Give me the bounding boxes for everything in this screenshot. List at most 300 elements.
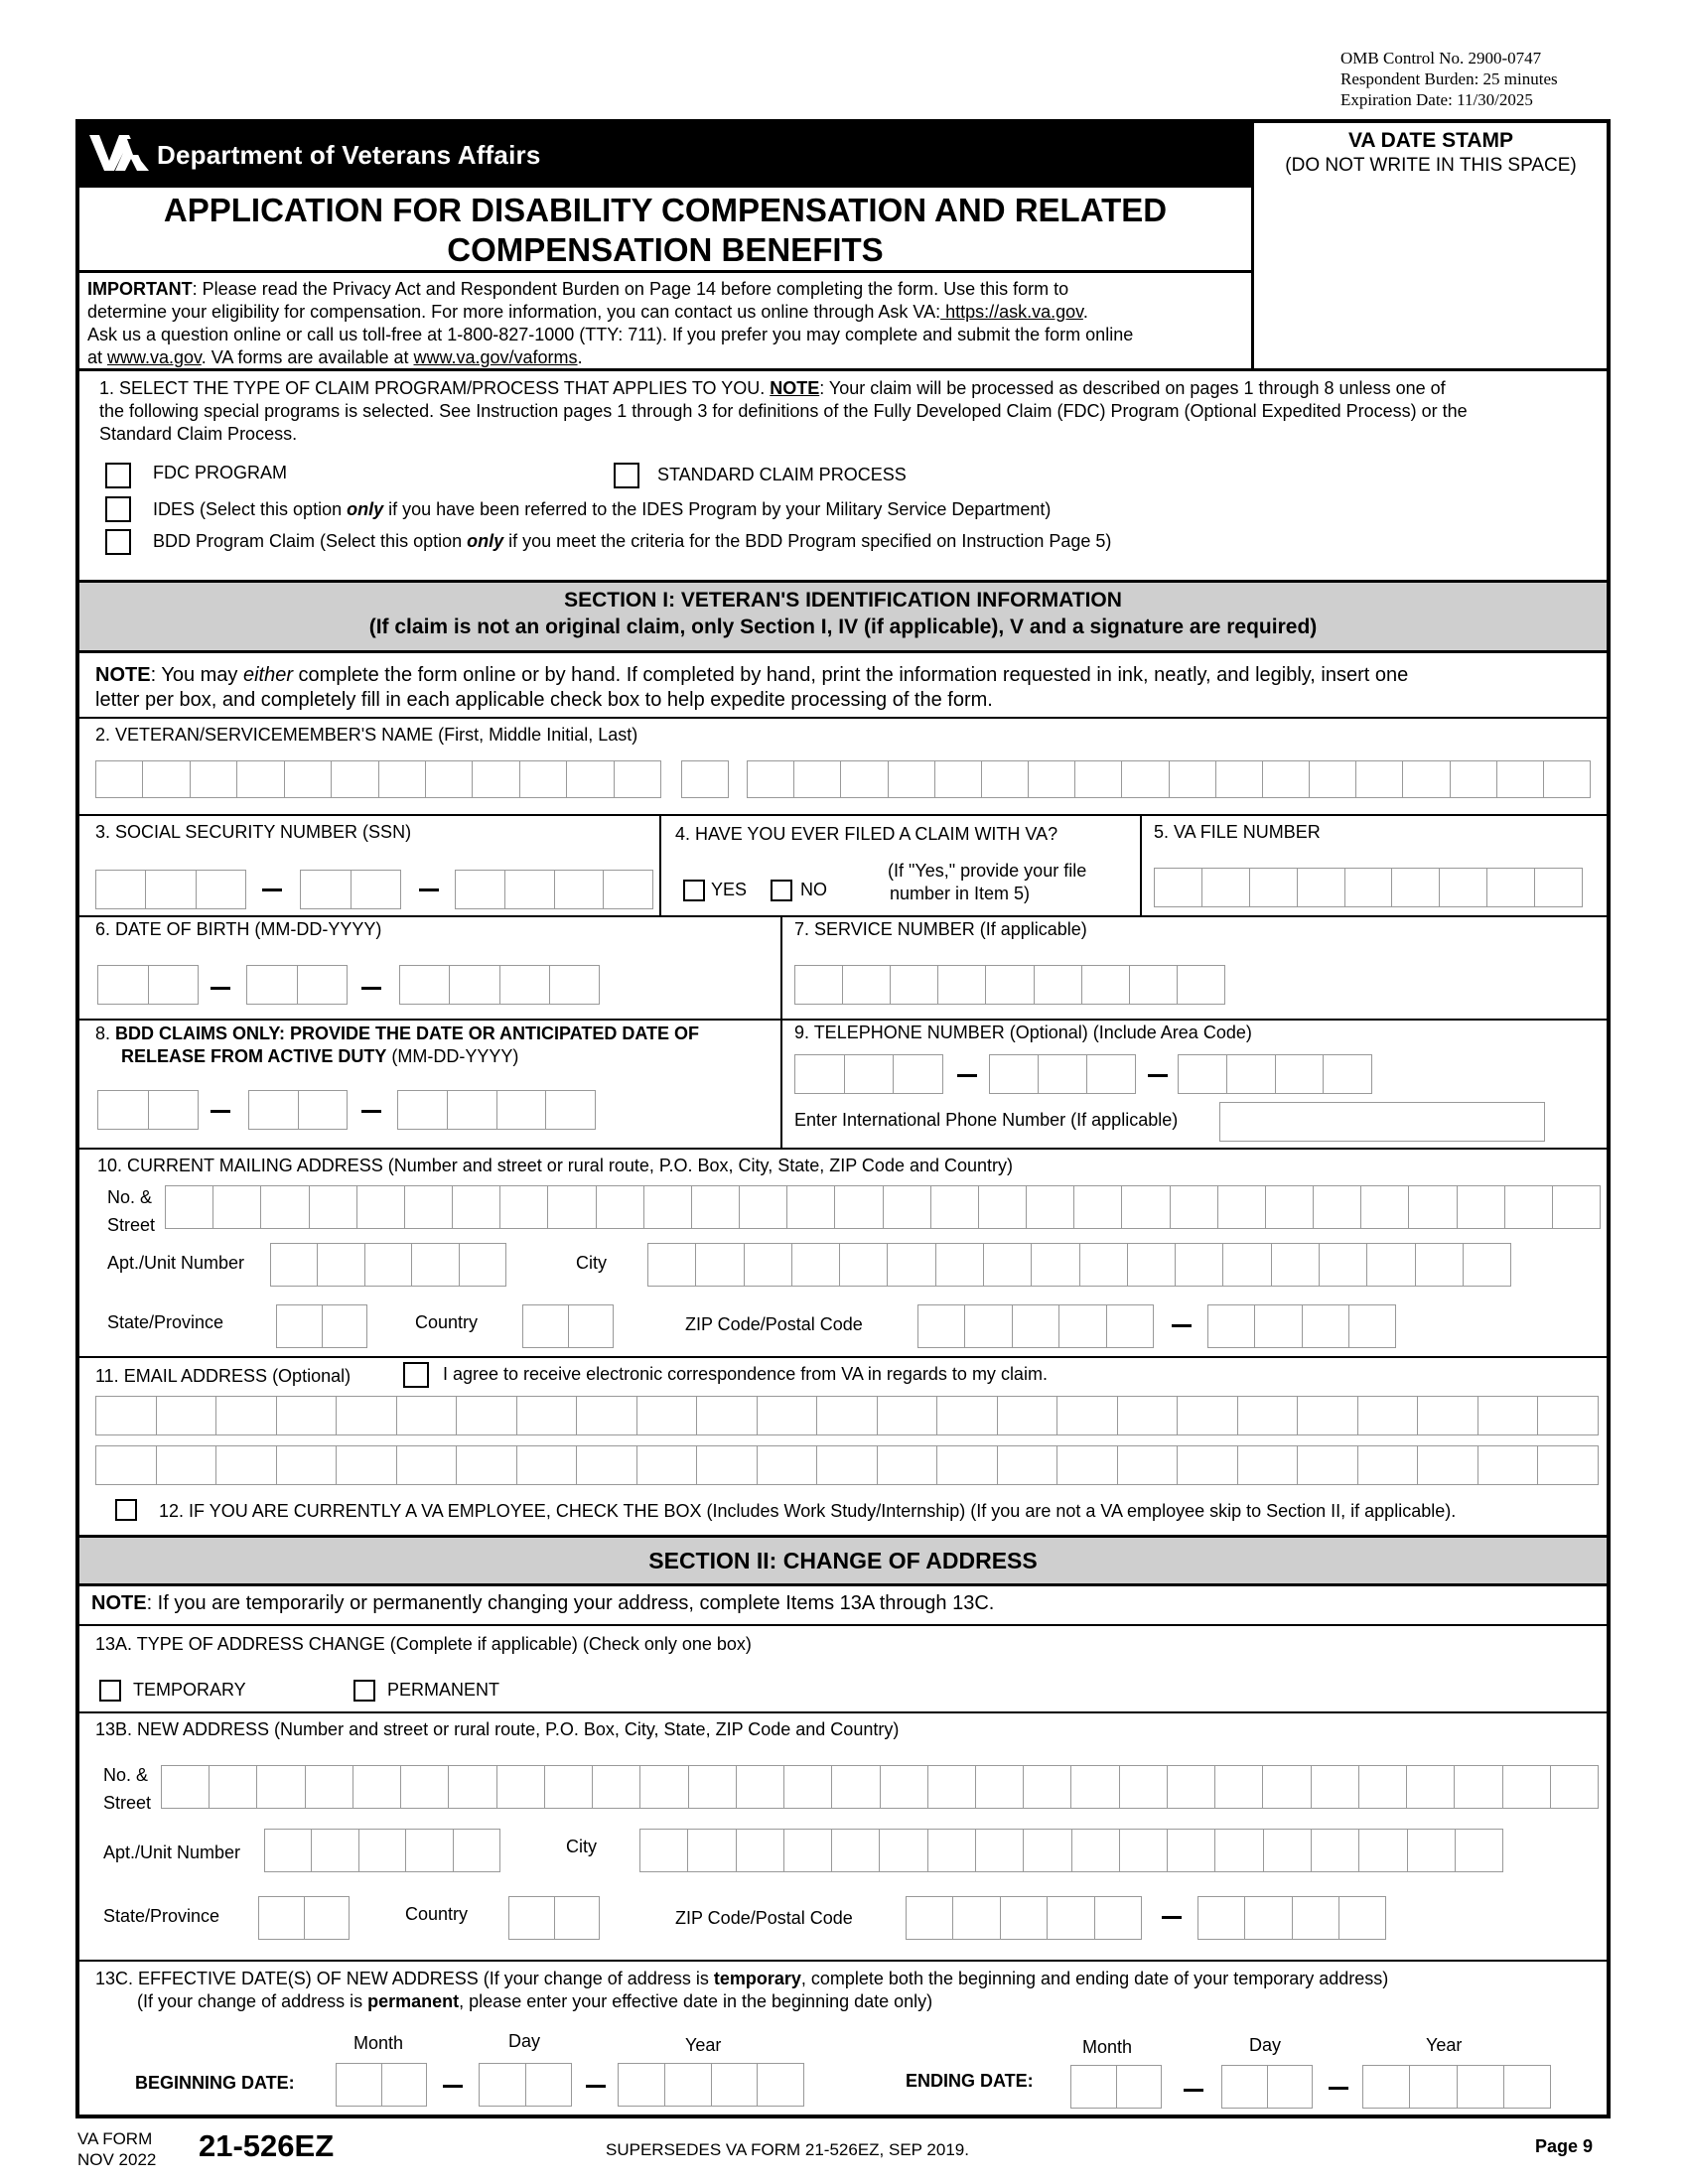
character-box[interactable] <box>379 761 426 797</box>
character-box[interactable] <box>1339 1897 1385 1939</box>
character-box[interactable] <box>1503 1766 1551 1808</box>
character-box[interactable] <box>1392 869 1440 906</box>
character-box[interactable] <box>597 1186 644 1228</box>
character-box[interactable] <box>365 1244 412 1286</box>
email-line1-input[interactable] <box>95 1396 1599 1435</box>
character-box[interactable] <box>520 761 567 797</box>
character-box[interactable] <box>1264 1830 1312 1871</box>
character-box[interactable] <box>457 1446 517 1484</box>
ssn-part3-input[interactable] <box>455 870 653 909</box>
character-box[interactable] <box>817 1446 878 1484</box>
character-box[interactable] <box>216 1397 277 1434</box>
phone-prefix-input[interactable] <box>989 1054 1136 1094</box>
character-box[interactable] <box>1349 1305 1395 1347</box>
character-box[interactable] <box>1551 1766 1598 1808</box>
character-box[interactable] <box>1128 1244 1176 1286</box>
character-box[interactable] <box>259 1897 305 1939</box>
character-box[interactable] <box>688 1830 736 1871</box>
character-box[interactable] <box>1266 1186 1314 1228</box>
intl-phone-input[interactable] <box>1219 1102 1545 1142</box>
permanent-checkbox[interactable] <box>353 1680 375 1702</box>
character-box[interactable] <box>938 966 986 1004</box>
character-box[interactable] <box>1179 1055 1227 1093</box>
phone-line-input[interactable] <box>1178 1054 1372 1094</box>
filed-claim-no-checkbox[interactable] <box>771 880 792 901</box>
character-box[interactable] <box>1358 1397 1419 1434</box>
character-box[interactable] <box>306 1766 353 1808</box>
character-box[interactable] <box>555 871 605 908</box>
character-box[interactable] <box>1263 1766 1311 1808</box>
end-year-input[interactable] <box>1362 2065 1551 2109</box>
character-box[interactable] <box>928 1766 976 1808</box>
new-apt-input[interactable] <box>264 1829 500 1872</box>
character-box[interactable] <box>213 1186 261 1228</box>
character-box[interactable] <box>247 966 298 1004</box>
dob-month-input[interactable] <box>97 965 199 1005</box>
character-box[interactable] <box>382 2064 427 2106</box>
character-box[interactable] <box>517 1397 578 1434</box>
middle-initial-input[interactable] <box>681 760 729 798</box>
character-box[interactable] <box>615 761 660 797</box>
character-box[interactable] <box>1455 1766 1502 1808</box>
character-box[interactable] <box>1456 1830 1502 1871</box>
character-box[interactable] <box>1312 1766 1359 1808</box>
character-box[interactable] <box>986 966 1034 1004</box>
release-year-input[interactable] <box>397 1090 596 1130</box>
character-box[interactable] <box>937 1397 998 1434</box>
character-box[interactable] <box>312 1830 358 1871</box>
character-box[interactable] <box>277 1397 338 1434</box>
character-box[interactable] <box>1538 1397 1598 1434</box>
service-number-input[interactable] <box>794 965 1225 1005</box>
character-box[interactable] <box>689 1766 737 1808</box>
character-box[interactable] <box>1418 1397 1478 1434</box>
character-box[interactable] <box>497 1766 545 1808</box>
mailing-zip-ext-input[interactable] <box>1207 1304 1396 1348</box>
character-box[interactable] <box>1171 1186 1218 1228</box>
character-box[interactable] <box>604 871 652 908</box>
character-box[interactable] <box>1001 1897 1048 1939</box>
character-box[interactable] <box>337 2064 382 2106</box>
character-box[interactable] <box>1080 1244 1128 1286</box>
character-box[interactable] <box>457 1397 517 1434</box>
character-box[interactable] <box>473 761 519 797</box>
character-box[interactable] <box>1538 1446 1598 1484</box>
character-box[interactable] <box>889 761 935 797</box>
character-box[interactable] <box>197 871 245 908</box>
character-box[interactable] <box>1359 1830 1407 1871</box>
character-box[interactable] <box>1120 1766 1168 1808</box>
character-box[interactable] <box>555 1897 600 1939</box>
character-box[interactable] <box>817 1397 878 1434</box>
character-box[interactable] <box>758 1397 818 1434</box>
character-box[interactable] <box>1176 1244 1223 1286</box>
character-box[interactable] <box>878 1446 938 1484</box>
character-box[interactable] <box>398 1091 448 1129</box>
new-state-input[interactable] <box>258 1896 350 1940</box>
new-zip-ext-input[interactable] <box>1197 1896 1386 1940</box>
character-box[interactable] <box>1478 1446 1539 1484</box>
character-box[interactable] <box>937 1446 998 1484</box>
mailing-zip-input[interactable] <box>917 1304 1154 1348</box>
character-box[interactable] <box>1458 2066 1504 2108</box>
character-box[interactable] <box>450 966 499 1004</box>
character-box[interactable] <box>216 1446 277 1484</box>
character-box[interactable] <box>1035 966 1082 1004</box>
character-box[interactable] <box>1155 869 1202 906</box>
character-box[interactable] <box>982 761 1029 797</box>
character-box[interactable] <box>301 871 352 908</box>
character-box[interactable] <box>523 1305 569 1347</box>
character-box[interactable] <box>1227 1055 1276 1093</box>
character-box[interactable] <box>249 1091 299 1129</box>
character-box[interactable] <box>426 761 473 797</box>
character-box[interactable] <box>1223 1244 1271 1286</box>
email-line2-input[interactable] <box>95 1445 1599 1485</box>
character-box[interactable] <box>577 1397 637 1434</box>
ssn-part2-input[interactable] <box>300 870 401 909</box>
character-box[interactable] <box>449 1766 496 1808</box>
character-box[interactable] <box>318 1244 364 1286</box>
ssn-part1-input[interactable] <box>95 870 246 909</box>
character-box[interactable] <box>98 1091 149 1129</box>
character-box[interactable] <box>918 1305 965 1347</box>
character-box[interactable] <box>998 1397 1058 1434</box>
character-box[interactable] <box>500 1186 548 1228</box>
character-box[interactable] <box>843 966 891 1004</box>
character-box[interactable] <box>692 1186 740 1228</box>
character-box[interactable] <box>406 1830 453 1871</box>
character-box[interactable] <box>1255 1305 1302 1347</box>
character-box[interactable] <box>1075 761 1122 797</box>
character-box[interactable] <box>497 1091 547 1129</box>
new-zip-input[interactable] <box>906 1896 1142 1940</box>
character-box[interactable] <box>1178 966 1224 1004</box>
character-box[interactable] <box>1272 1244 1320 1286</box>
character-box[interactable] <box>305 1897 350 1939</box>
character-box[interactable] <box>737 1766 784 1808</box>
character-box[interactable] <box>1409 1186 1457 1228</box>
character-box[interactable] <box>337 1397 397 1434</box>
character-box[interactable] <box>697 1397 758 1434</box>
character-box[interactable] <box>96 761 143 797</box>
character-box[interactable] <box>1238 1446 1299 1484</box>
character-box[interactable] <box>840 1244 888 1286</box>
character-box[interactable] <box>965 1305 1012 1347</box>
character-box[interactable] <box>794 761 841 797</box>
character-box[interactable] <box>310 1186 357 1228</box>
character-box[interactable] <box>166 1186 213 1228</box>
character-box[interactable] <box>453 1186 500 1228</box>
character-box[interactable] <box>1059 1305 1106 1347</box>
character-box[interactable] <box>261 1186 309 1228</box>
character-box[interactable] <box>1487 869 1535 906</box>
character-box[interactable] <box>412 1244 459 1286</box>
character-box[interactable] <box>1130 966 1178 1004</box>
mailing-city-input[interactable] <box>647 1243 1511 1287</box>
character-box[interactable] <box>191 761 237 797</box>
va-file-number-input[interactable] <box>1154 868 1583 907</box>
character-box[interactable] <box>509 1897 555 1939</box>
electronic-correspondence-checkbox[interactable] <box>403 1362 429 1388</box>
character-box[interactable] <box>567 761 614 797</box>
character-box[interactable] <box>1208 1305 1255 1347</box>
character-box[interactable] <box>405 1186 453 1228</box>
character-box[interactable] <box>640 1830 688 1871</box>
character-box[interactable] <box>1416 1244 1464 1286</box>
character-box[interactable] <box>935 761 982 797</box>
character-box[interactable] <box>1276 1055 1325 1093</box>
character-box[interactable] <box>162 1766 210 1808</box>
character-box[interactable] <box>1215 1766 1263 1808</box>
character-box[interactable] <box>1095 1897 1141 1939</box>
character-box[interactable] <box>1544 761 1590 797</box>
last-name-input[interactable] <box>747 760 1591 798</box>
character-box[interactable] <box>1178 1446 1238 1484</box>
character-box[interactable] <box>712 2064 759 2106</box>
mailing-country-input[interactable] <box>522 1304 614 1348</box>
character-box[interactable] <box>359 1830 406 1871</box>
character-box[interactable] <box>1478 1397 1539 1434</box>
mailing-state-input[interactable] <box>276 1304 367 1348</box>
character-box[interactable] <box>285 761 332 797</box>
character-box[interactable] <box>149 966 199 1004</box>
character-box[interactable] <box>1535 869 1582 906</box>
character-box[interactable] <box>526 2064 572 2106</box>
character-box[interactable] <box>1039 1055 1087 1093</box>
ides-checkbox[interactable] <box>105 496 131 522</box>
character-box[interactable] <box>546 1091 595 1129</box>
character-box[interactable] <box>928 1830 976 1871</box>
character-box[interactable] <box>1122 1186 1170 1228</box>
character-box[interactable] <box>143 761 190 797</box>
character-box[interactable] <box>1107 1305 1153 1347</box>
character-box[interactable] <box>648 1244 696 1286</box>
character-box[interactable] <box>593 1766 640 1808</box>
character-box[interactable] <box>332 761 378 797</box>
character-box[interactable] <box>891 966 938 1004</box>
va-forms-link[interactable]: www.va.gov/vaforms <box>413 347 578 367</box>
character-box[interactable] <box>1071 1766 1119 1808</box>
character-box[interactable] <box>696 1244 744 1286</box>
character-box[interactable] <box>1178 1397 1238 1434</box>
release-day-input[interactable] <box>248 1090 348 1130</box>
begin-month-input[interactable] <box>336 2063 427 2107</box>
character-box[interactable] <box>1451 761 1497 797</box>
character-box[interactable] <box>400 966 450 1004</box>
character-box[interactable] <box>1024 1766 1071 1808</box>
character-box[interactable] <box>795 966 843 1004</box>
character-box[interactable] <box>748 761 794 797</box>
character-box[interactable] <box>637 1446 698 1484</box>
character-box[interactable] <box>784 1766 832 1808</box>
character-box[interactable] <box>787 1186 835 1228</box>
release-month-input[interactable] <box>97 1090 199 1130</box>
character-box[interactable] <box>577 1446 637 1484</box>
character-box[interactable] <box>545 1766 593 1808</box>
dob-day-input[interactable] <box>246 965 348 1005</box>
character-box[interactable] <box>1553 1186 1600 1228</box>
character-box[interactable] <box>1118 1397 1179 1434</box>
temporary-checkbox[interactable] <box>99 1680 121 1702</box>
character-box[interactable] <box>1312 1830 1359 1871</box>
character-box[interactable] <box>1029 761 1075 797</box>
character-box[interactable] <box>1222 2066 1268 2108</box>
character-box[interactable] <box>454 1830 499 1871</box>
character-box[interactable] <box>979 1186 1027 1228</box>
character-box[interactable] <box>1117 2066 1162 2108</box>
character-box[interactable] <box>976 1766 1024 1808</box>
character-box[interactable] <box>894 1055 942 1093</box>
character-box[interactable] <box>682 761 728 797</box>
character-box[interactable] <box>984 1244 1032 1286</box>
character-box[interactable] <box>1215 1830 1263 1871</box>
character-box[interactable] <box>1363 2066 1410 2108</box>
character-box[interactable] <box>1122 761 1169 797</box>
character-box[interactable] <box>1013 1305 1059 1347</box>
character-box[interactable] <box>1345 869 1393 906</box>
character-box[interactable] <box>745 1244 792 1286</box>
character-box[interactable] <box>1118 1446 1179 1484</box>
character-box[interactable] <box>337 1446 397 1484</box>
character-box[interactable] <box>1071 2066 1117 2108</box>
character-box[interactable] <box>1057 1446 1118 1484</box>
character-box[interactable] <box>1082 966 1130 1004</box>
character-box[interactable] <box>936 1244 984 1286</box>
character-box[interactable] <box>740 1186 787 1228</box>
character-box[interactable] <box>460 1244 505 1286</box>
character-box[interactable] <box>397 1446 458 1484</box>
begin-year-input[interactable] <box>618 2063 804 2107</box>
character-box[interactable] <box>1464 1244 1510 1286</box>
character-box[interactable] <box>517 1446 578 1484</box>
bdd-checkbox[interactable] <box>105 529 131 555</box>
character-box[interactable] <box>888 1244 935 1286</box>
character-box[interactable] <box>1170 761 1216 797</box>
character-box[interactable] <box>271 1244 318 1286</box>
character-box[interactable] <box>277 1446 338 1484</box>
character-box[interactable] <box>448 1091 497 1129</box>
character-box[interactable] <box>299 1091 348 1129</box>
character-box[interactable] <box>1250 869 1298 906</box>
character-box[interactable] <box>1361 1186 1409 1228</box>
character-box[interactable] <box>1320 1244 1367 1286</box>
character-box[interactable] <box>96 1446 157 1484</box>
character-box[interactable] <box>401 1766 449 1808</box>
character-box[interactable] <box>1367 1244 1415 1286</box>
character-box[interactable] <box>548 1186 596 1228</box>
character-box[interactable] <box>1298 1446 1358 1484</box>
standard-claim-checkbox[interactable] <box>614 463 639 488</box>
character-box[interactable] <box>665 2064 712 2106</box>
character-box[interactable] <box>832 1830 880 1871</box>
character-box[interactable] <box>1408 1830 1456 1871</box>
character-box[interactable] <box>1410 2066 1457 2108</box>
character-box[interactable] <box>1057 1397 1118 1434</box>
phone-area-code-input[interactable] <box>794 1054 943 1094</box>
character-box[interactable] <box>1293 1897 1339 1939</box>
character-box[interactable] <box>1168 1766 1215 1808</box>
character-box[interactable] <box>96 871 146 908</box>
character-box[interactable] <box>619 2064 665 2106</box>
character-box[interactable] <box>998 1446 1058 1484</box>
character-box[interactable] <box>352 871 401 908</box>
character-box[interactable] <box>841 761 888 797</box>
character-box[interactable] <box>1032 1244 1079 1286</box>
character-box[interactable] <box>1216 761 1263 797</box>
dob-year-input[interactable] <box>399 965 600 1005</box>
character-box[interactable] <box>1087 1055 1135 1093</box>
filed-claim-yes-checkbox[interactable] <box>683 880 705 901</box>
character-box[interactable] <box>1310 761 1356 797</box>
character-box[interactable] <box>1504 2066 1550 2108</box>
character-box[interactable] <box>784 1830 832 1871</box>
character-box[interactable] <box>1168 1830 1215 1871</box>
character-box[interactable] <box>792 1244 840 1286</box>
character-box[interactable] <box>210 1766 257 1808</box>
character-box[interactable] <box>500 966 550 1004</box>
character-box[interactable] <box>98 966 149 1004</box>
character-box[interactable] <box>832 1766 880 1808</box>
character-box[interactable] <box>505 871 555 908</box>
character-box[interactable] <box>1263 761 1310 797</box>
first-name-input[interactable] <box>95 760 661 798</box>
character-box[interactable] <box>265 1830 312 1871</box>
character-box[interactable] <box>157 1397 217 1434</box>
character-box[interactable] <box>758 2064 803 2106</box>
character-box[interactable] <box>456 871 505 908</box>
character-box[interactable] <box>976 1830 1024 1871</box>
va-gov-link[interactable]: www.va.gov <box>107 347 202 367</box>
character-box[interactable] <box>1505 1186 1553 1228</box>
character-box[interactable] <box>1120 1830 1168 1871</box>
character-box[interactable] <box>1245 1897 1292 1939</box>
character-box[interactable] <box>1358 1446 1419 1484</box>
character-box[interactable] <box>1359 1766 1407 1808</box>
mailing-apt-input[interactable] <box>270 1243 506 1287</box>
character-box[interactable] <box>845 1055 895 1093</box>
character-box[interactable] <box>353 1766 401 1808</box>
end-month-input[interactable] <box>1070 2065 1162 2109</box>
end-day-input[interactable] <box>1221 2065 1313 2109</box>
fdc-program-checkbox[interactable] <box>105 463 131 488</box>
character-box[interactable] <box>1324 1055 1371 1093</box>
character-box[interactable] <box>1356 761 1403 797</box>
character-box[interactable] <box>878 1397 938 1434</box>
character-box[interactable] <box>1072 1830 1120 1871</box>
character-box[interactable] <box>257 1766 305 1808</box>
character-box[interactable] <box>737 1830 784 1871</box>
character-box[interactable] <box>146 871 196 908</box>
character-box[interactable] <box>637 1397 698 1434</box>
character-box[interactable] <box>480 2064 526 2106</box>
character-box[interactable] <box>277 1305 323 1347</box>
character-box[interactable] <box>795 1055 845 1093</box>
character-box[interactable] <box>880 1830 927 1871</box>
character-box[interactable] <box>697 1446 758 1484</box>
character-box[interactable] <box>1440 869 1487 906</box>
character-box[interactable] <box>96 1397 157 1434</box>
character-box[interactable] <box>644 1186 692 1228</box>
character-box[interactable] <box>1202 869 1250 906</box>
character-box[interactable] <box>1218 1186 1266 1228</box>
character-box[interactable] <box>1403 761 1450 797</box>
character-box[interactable] <box>907 1897 953 1939</box>
character-box[interactable] <box>569 1305 614 1347</box>
character-box[interactable] <box>550 966 599 1004</box>
character-box[interactable] <box>1407 1766 1455 1808</box>
character-box[interactable] <box>640 1766 688 1808</box>
